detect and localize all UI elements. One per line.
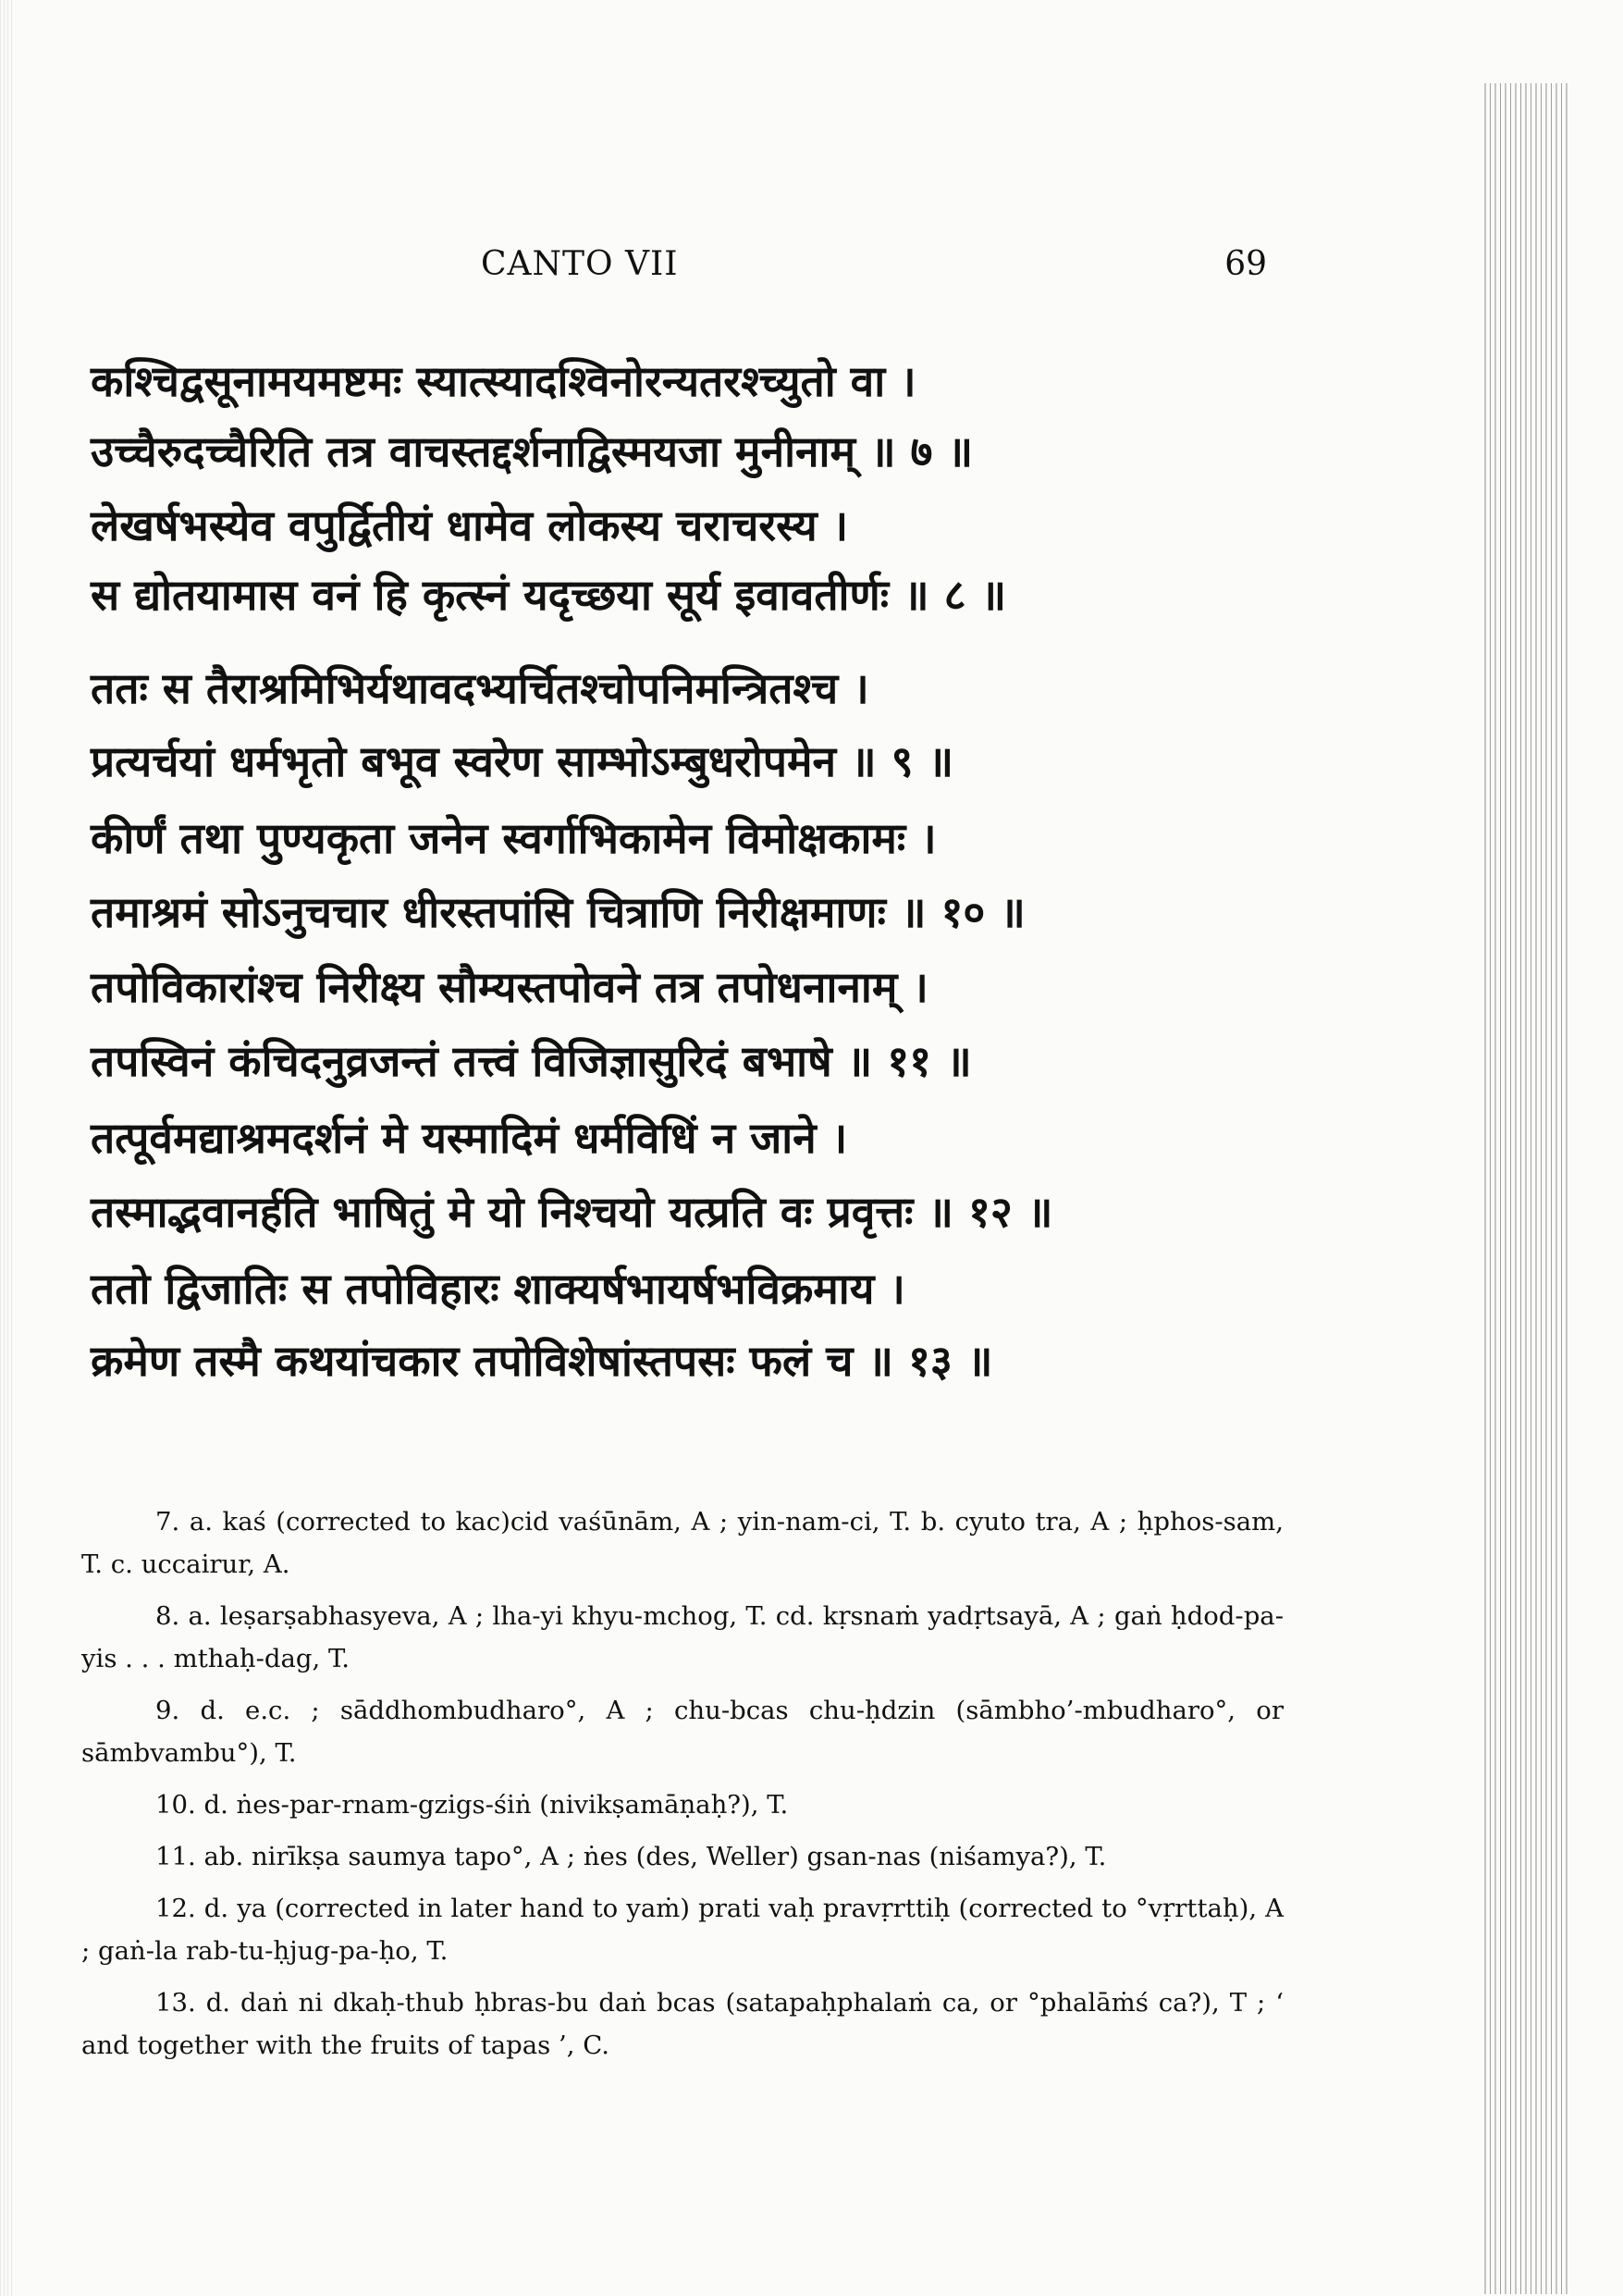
verse-line: क्रमेण तस्मै कथयांचकार तपोविशेषांस्तपसः फलं च ॥ १३ ॥ [91,1336,993,1386]
footnote: 12. d. ya (corrected in later hand to yaṁ) prati vaḥ pravṛrttiḥ (corrected to °vṛrttaḥ), A ; gaṅ-la rab-tu-ḥjug-pa-ḥo, T. [81,1894,1284,1966]
verse-line: उच्चैरुदच्चैरिति तत्र वाचस्तद्दर्शनाद्विस्मयजा मुनीनाम् ॥ ७ ॥ [91,426,974,476]
verse-line: स द्योतयामास वनं हि कृत्स्नं यदृच्छया सूर्य इवावतीर्णः ॥ ८ ॥ [91,570,1007,620]
footnote: 13. d. daṅ ni dkaḥ-thub ḥbras-bu daṅ bcas (satapaḥphalaṁ ca, or °phalāṁś ca?), T ; ‘ and together with the fruits of tapas ’, C. [81,1988,1284,2060]
verse-line: कीर्णं तथा पुण्यकृता जनेन स्वर्गाभिकामेन विमोक्षकामः । [91,813,937,863]
verse-line: तपस्विनं कंचिदनुव्रजन्तं तत्त्वं विजिज्ञासुरिदं बभाषे ॥ ११ ॥ [91,1036,972,1086]
verse-line: तस्माद्भवानर्हति भाषितुं मे यो निश्चयो यत्प्रति वः प्रवृत्तः ॥ १२ ॥ [91,1187,1053,1237]
page-number: 69 [1224,245,1267,283]
verse-line: तत्पूर्वमद्याश्रमदर्शनं मे यस्मादिमं धर्मविधिं न जाने । [91,1113,848,1163]
footnote: 9. d. e.c. ; sāddhombudharo°, A ; chu-bcas chu-ḥdzin (sāmbho’-mbudharo°, or sāmbvambu°), T. [81,1696,1284,1768]
verse-line: ततो द्विजातिः स तपोविहारः शाक्यर्षभायर्षभविक्रमाय । [91,1264,905,1314]
footnote: 7. a. kaś (corrected to kac)cid vaśūnām, A ; yin-nam-ci, T. b. cyuto tra, A ; ḥphos-sam, T. c. uccairur, A. [81,1507,1284,1579]
verse-line: ततः स तैराश्रमिभिर्यथावदभ्यर्चितश्चोपनिमन्त्रितश्च । [91,663,869,713]
scan-edge-right [1484,83,1568,2294]
footnote: 10. d. ṅes-par-rnam-gzigs-śiṅ (nivikṣamāṇaḥ?), T. [155,1790,789,1820]
verse-line: तपोविकारांश्च निरीक्ष्य सौम्यस्तपोवने तत्र तपोधनानाम् । [91,962,928,1012]
verse-line: कश्चिद्वसूनामयमष्टमः स्यात्स्यादश्विनोरन्यतरश्च्युतो वा । [91,356,916,406]
footnotes [81,1500,1284,2076]
footnote: 8. a. leṣarṣabhasyeva, A ; lha-yi khyu-mchog, T. cd. kṛsnaṁ yadṛtsayā, A ; gaṅ ḥdod-pa-yis . . . mthaḥ-dag, T. [81,1601,1284,1673]
verse-line: प्रत्यर्चयां धर्मभृतो बभूव स्वरेण साम्भोऽम्बुधरोपमेन ॥ ९ ॥ [91,736,954,786]
page-header [92,245,1267,291]
verse-line: तमाश्रमं सोऽनुचचार धीरस्तपांसि चित्राणि निरीक्षमाणः ॥ १० ॥ [91,887,1026,937]
verse-line: लेखर्षभस्येव वपुर्द्वितीयं धामेव लोकस्य चराचरस्य । [91,500,849,550]
running-title: CANTO VII [481,245,679,283]
footnote: 11. ab. nirīkṣa saumya tapo°, A ; ṅes (des, Weller) gsan-nas (niśamya?), T. [155,1842,1107,1871]
scan-edge-left [0,0,13,2296]
